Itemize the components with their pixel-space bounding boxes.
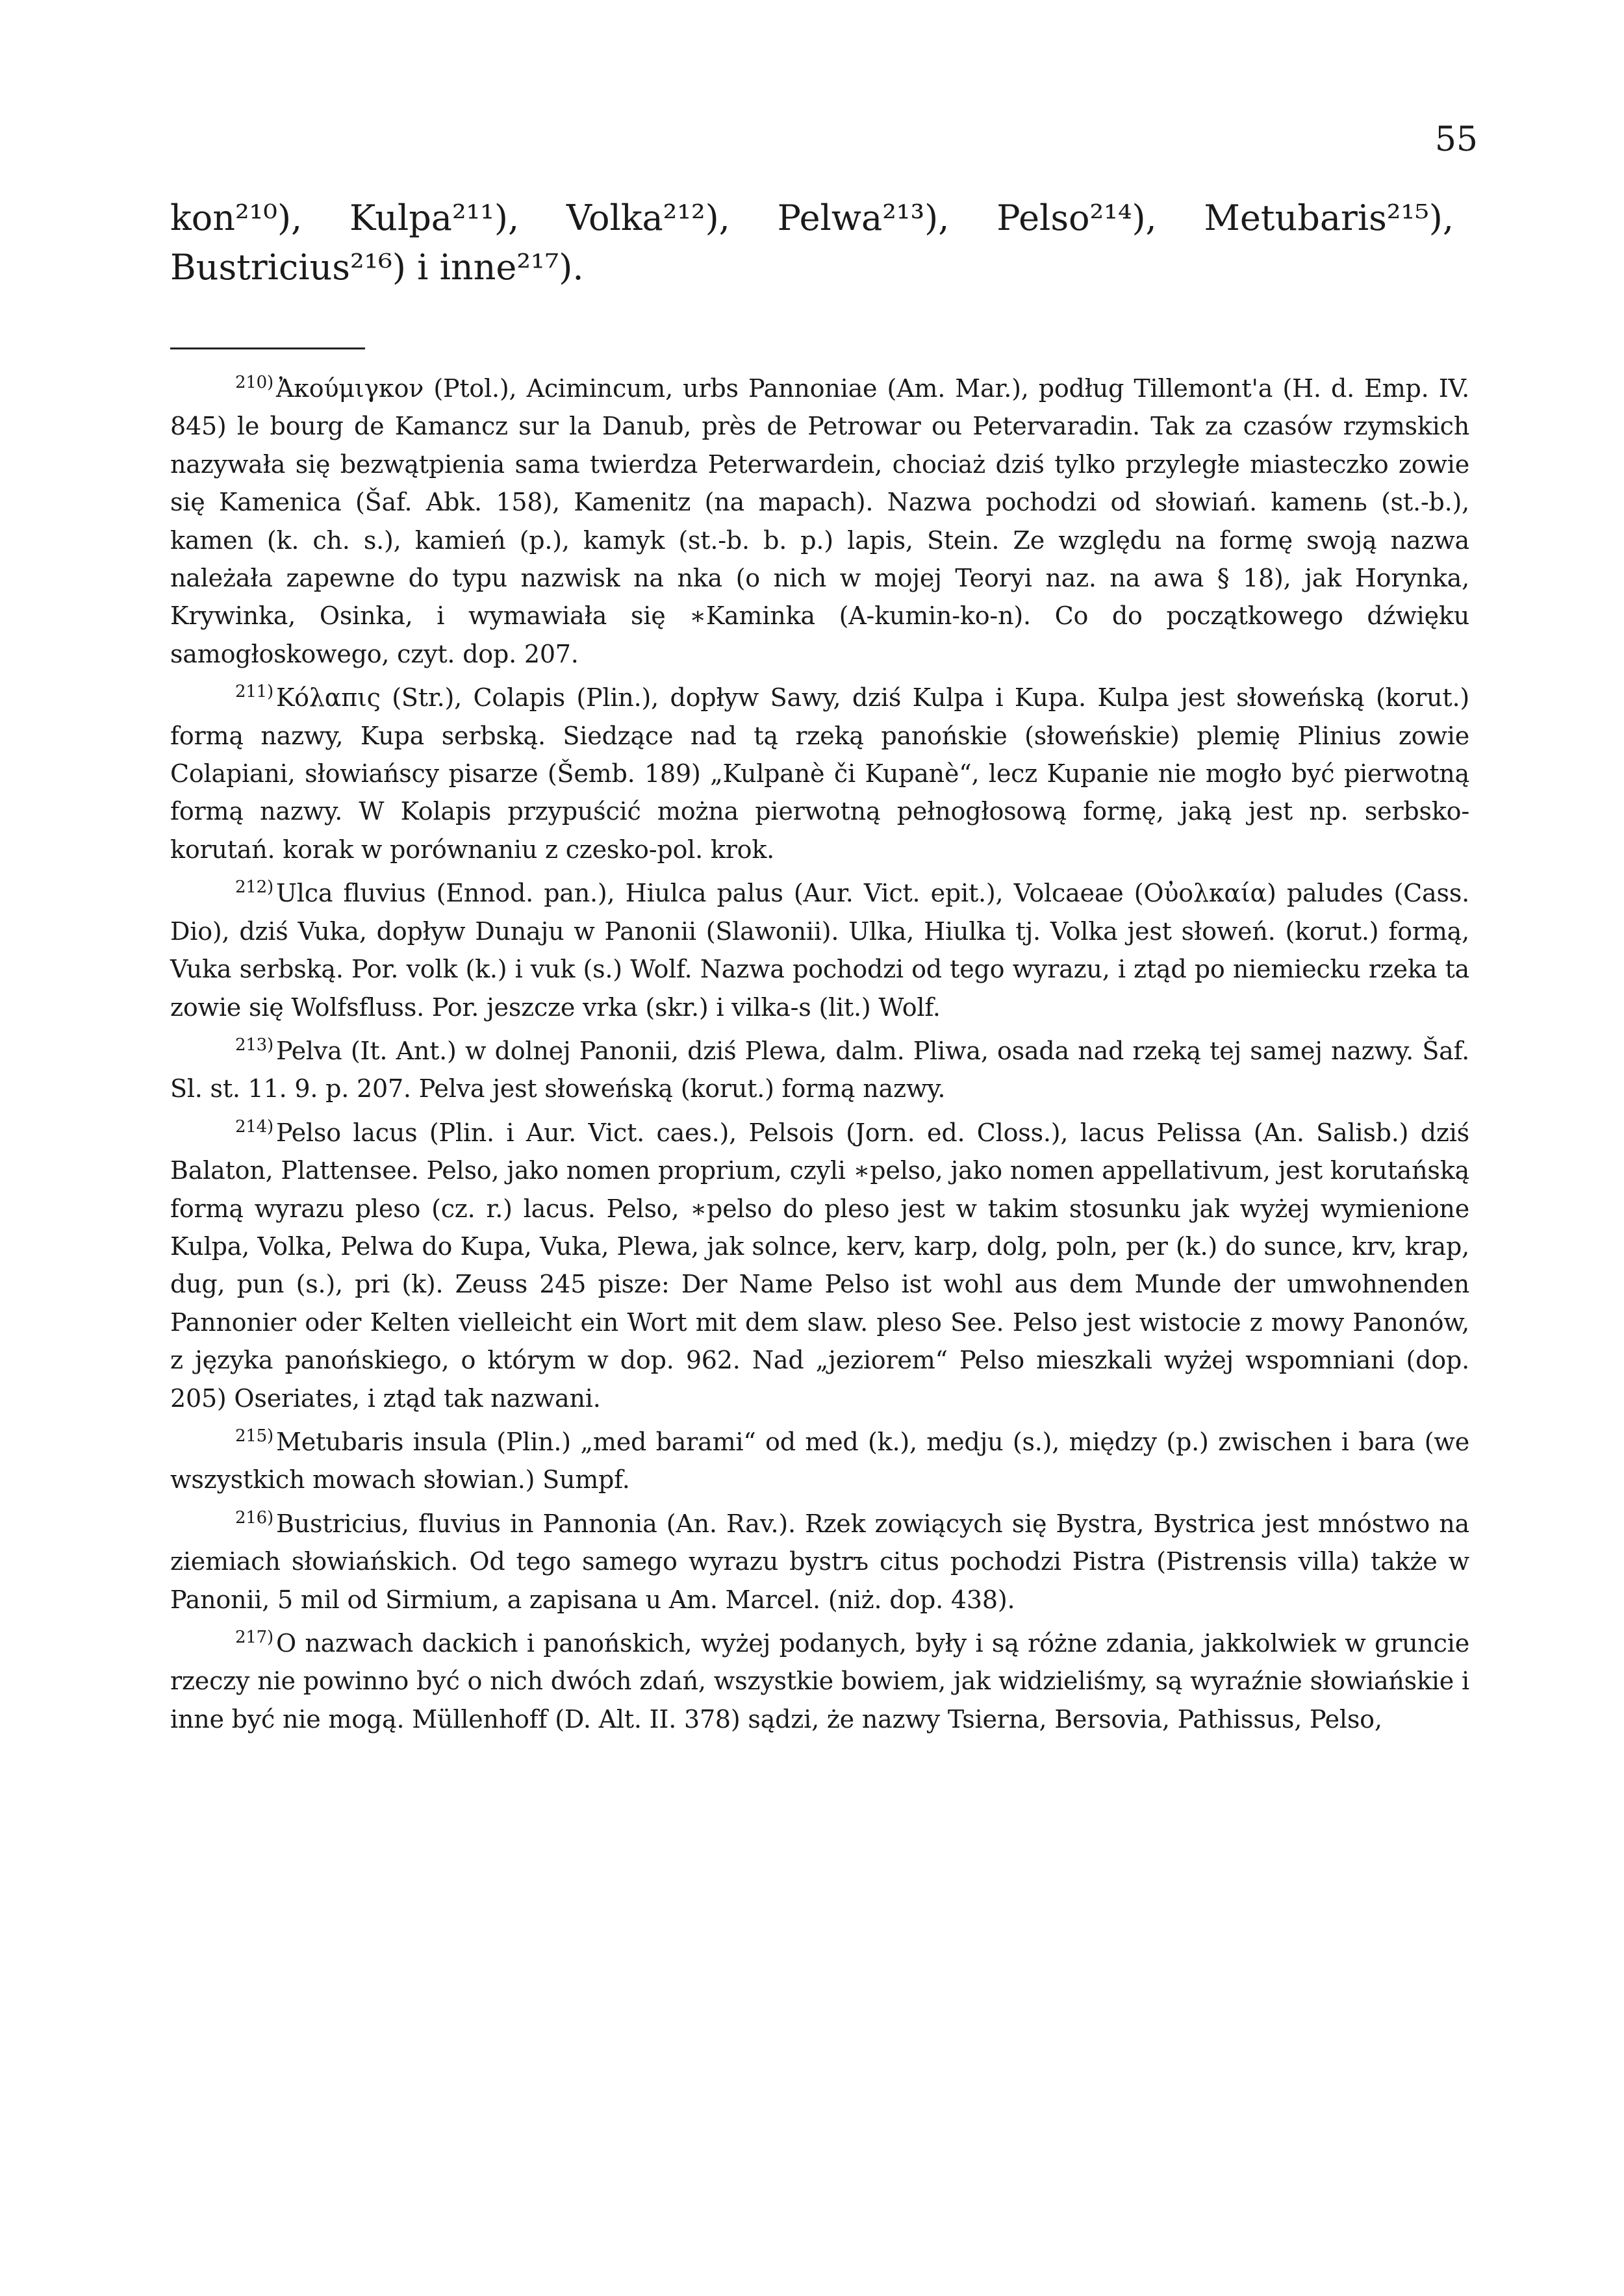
footnote-text: Pelso lacus (Plin. i Aur. Vict. caes.), Pelsois (Jorn. ed. Closs.), lacus Pelissa (An. Salisb.) dziś Balaton, Plattensee. Pelso, jako nomen proprium, czyli ∗pelso, jako nomen appellativum, jest korutańską formą wyrazu pleso (cz. r.) lacus. Pelso, ∗pelso do pleso jest w takim stosunku jak wyżej wymienione Kulpa, Volka, Pelwa do Kupa, Vuka, Plewa, jak solnce, kerv, karp, dolg, poln, per (k.) do sunce, krv, krap, dug, pun (s.), pri (k). Zeuss 245 pisze: Der Name Pelso ist wohl aus dem Munde der umwohnenden Pannonier oder Kelten vielleicht ein Wort mit dem slaw. pleso See. Pelso jest wistocie z mowy Panonów, z języka panońskiego, o którym w dop. 962. Nad „jeziorem“ Pelso mieszkali wyżej wspomniani (dop. 205) Oseriates, i ztąd tak nazwani. bbox=[170, 1118, 1469, 1413]
footnote-215 bbox=[170, 1417, 1469, 1499]
main-paragraph: kon²¹⁰), Kulpa²¹¹), Volka²¹²), Pelwa²¹³), Pelso²¹⁴), Metubaris²¹⁵), Bustricius²¹⁶) i inne²¹⁷). bbox=[170, 197, 1454, 288]
footnote-number: 212) bbox=[235, 877, 273, 898]
main-text bbox=[170, 194, 1454, 292]
footnote-216 bbox=[170, 1499, 1469, 1619]
footnote-text: Ἀκούμιγκον (Ptol.), Acimincum, urbs Pannoniae (Am. Mar.), podług Tillemont'a (H. d. Emp. IV. 845) le bourg de Kamancz sur la Danub, près de Petrowar ou Petervaradin. Tak za czasów rzymskich nazywała się bezwątpienia sama twierdza Peterwardein, chociaż dziś tylko przyległe miasteczko zowie się Kamenica (Šaf. Abk. 158), Kamenitz (na mapach). Nazwa pochodzi od słowiań. kamenь (st.-b.), kamen (k. ch. s.), kamień (p.), kamyk (st.-b. b. p.) lapis, Stein. Ze względu na formę swoją nazwa należała zapewne do typu nazwisk na nka (o nich w mojej Teoryi naz. na awa § 18), jak Horynka, Krywinka, Osinka, i wymawiała się ∗Kaminka (A-kumin-ko-n). Co do początkowego dźwięku samogłoskowego, czyt. dop. 207. bbox=[170, 374, 1469, 668]
footnote-number: 211) bbox=[235, 682, 273, 702]
footnote-212 bbox=[170, 868, 1469, 1026]
footnote-text: Metubaris insula (Plin.) „med barami“ od med (k.), medju (s.), między (p.) zwischen i bara (we wszystkich mowach słowian.) Sumpf. bbox=[170, 1427, 1469, 1495]
footnote-number: 217) bbox=[235, 1628, 273, 1647]
footnote-number: 216) bbox=[235, 1508, 273, 1528]
footnote-213 bbox=[170, 1026, 1469, 1108]
footnote-211 bbox=[170, 673, 1469, 868]
footnote-number: 210) bbox=[235, 373, 273, 392]
footnote-text: Bustricius, fluvius in Pannonia (An. Rav.). Rzek zowiących się Bystra, Bystrica jest mnóstwo na ziemiach słowiańskich. Od tego samego wyrazu bystrъ citus pochodzi Pistra (Pistrensis villa) także w Panonii, 5 mil od Sirmium, a zapisana u Am. Marcel. (niż. dop. 438). bbox=[170, 1509, 1469, 1614]
footnote-number: 213) bbox=[235, 1035, 273, 1055]
footnote-217 bbox=[170, 1619, 1469, 1738]
footnote-210 bbox=[170, 364, 1469, 673]
footnotes bbox=[170, 364, 1469, 1738]
footnote-text: Pelva (It. Ant.) w dolnej Panonii, dziś Plewa, dalm. Pliwa, osada nad rzeką tej samej nazwy. Šaf. Sl. st. 11. 9. p. 207. Pelva jest słoweńską (korut.) formą nazwy. bbox=[170, 1036, 1469, 1104]
footnote-number: 214) bbox=[235, 1116, 273, 1137]
footnote-number: 215) bbox=[235, 1426, 273, 1446]
footnote-separator bbox=[170, 347, 365, 349]
footnote-214 bbox=[170, 1108, 1469, 1417]
footnote-text: Ulca fluvius (Ennod. pan.), Hiulca palus (Aur. Vict. epit.), Volcaeae (Οὐολκαία) paludes (Cass. Dio), dziś Vuka, dopływ Dunaju w Panonii (Slawonii). Ulka, Hiulka tj. Volka jest słoweń. (korut.) formą, Vuka serbską. Por. volk (k.) i vuk (s.) Wolf. Nazwa pochodzi od tego wyrazu, i ztąd po niemiecku rzeka ta zowie się Wolfsfluss. Por. jeszcze vrka (skr.) i vilka-s (lit.) Wolf. bbox=[170, 879, 1469, 1022]
footnote-text: O nazwach dackich i panońskich, wyżej podanych, były i są różne zdania, jakkolwiek w gruncie rzeczy nie powinno być o nich dwóch zdań, wszystkie bowiem, jak widzieliśmy, są wyraźnie słowiańskie i inne być nie mogą. Müllenhoff (D. Alt. II. 378) sądzi, że nazwy Tsierna, Bersovia, Pathissus, Pelso, bbox=[170, 1629, 1469, 1734]
page-number: 55 bbox=[1434, 120, 1478, 159]
footnote-text: Κόλαπις (Str.), Colapis (Plin.), dopływ Sawy, dziś Kulpa i Kupa. Kulpa jest słoweńską (korut.) formą nazwy, Kupa serbską. Siedzące nad tą rzeką panońskie (słoweńskie) plemię Plinius zowie Colapiani, słowiańscy pisarze (Šemb. 189) „Kulpanè či Kupanè“, lecz Kupanie nie mogło być pierwotną formą nazwy. W Kolapis przypuścić można pierwotną pełnogłosową formę, jaką jest np. serbsko-korutań. korak w porównaniu z czesko-pol. krok. bbox=[170, 683, 1469, 864]
